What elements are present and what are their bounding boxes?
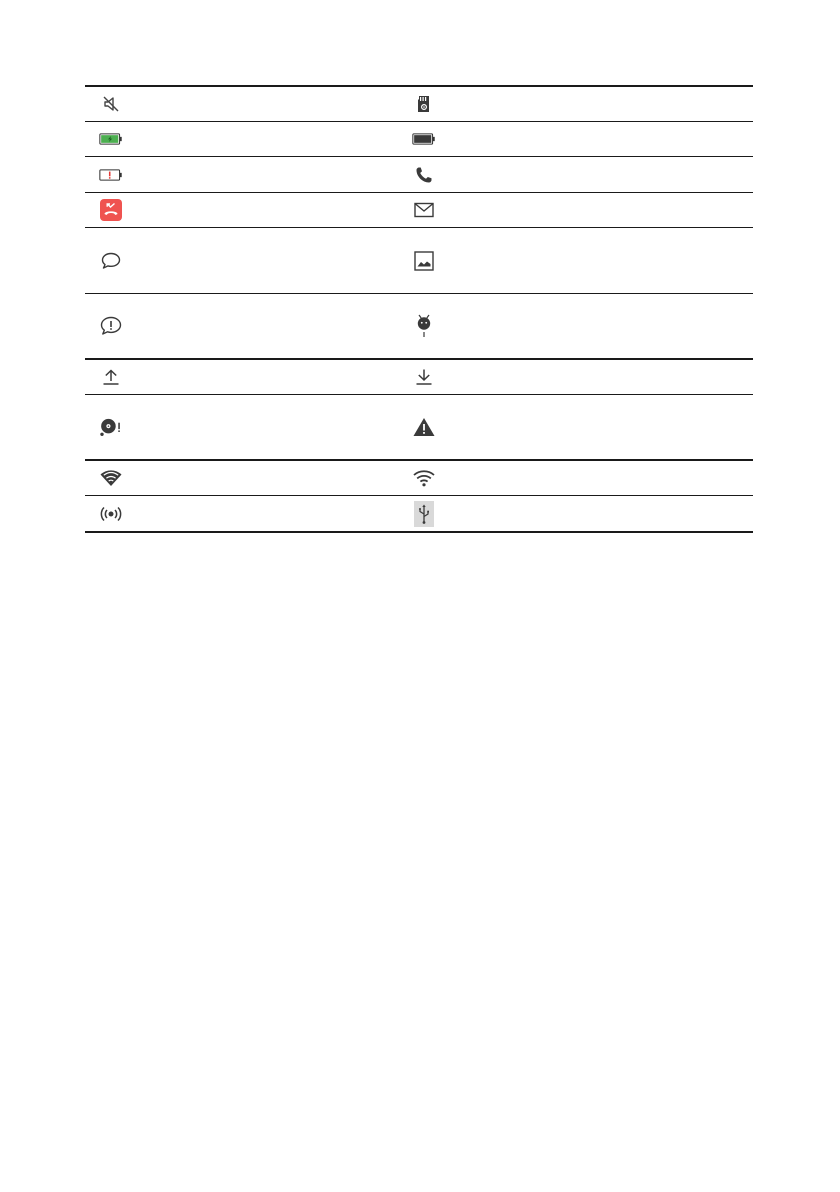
muted-speaker-icon (99, 87, 123, 121)
table-row (85, 461, 753, 496)
phone-call-icon (412, 157, 436, 192)
missed-call-icon (99, 193, 123, 227)
sd-card-icon (412, 87, 436, 121)
table-row (85, 193, 753, 228)
table-row (85, 360, 753, 395)
message-alert-icon (99, 294, 123, 358)
battery-full-icon (412, 122, 436, 156)
table-row (85, 496, 753, 531)
table-row (85, 228, 753, 294)
hotspot-icon (99, 496, 123, 531)
usb-icon (412, 496, 436, 531)
warning-icon (412, 395, 436, 459)
upload-icon (99, 360, 123, 394)
icon-table (85, 85, 753, 533)
table-row (85, 294, 753, 360)
email-icon (412, 193, 436, 227)
table-row (85, 122, 753, 157)
wifi-connected-icon (99, 461, 123, 495)
download-icon (412, 360, 436, 394)
table-row (85, 87, 753, 122)
battery-low-icon (99, 157, 123, 192)
wifi-icon (412, 461, 436, 495)
image-icon (412, 228, 436, 293)
battery-charging-icon (99, 122, 123, 156)
message-icon (99, 228, 123, 293)
android-icon (412, 294, 436, 358)
storage-alert-icon (99, 395, 123, 459)
table-row (85, 157, 753, 193)
table-row (85, 395, 753, 461)
